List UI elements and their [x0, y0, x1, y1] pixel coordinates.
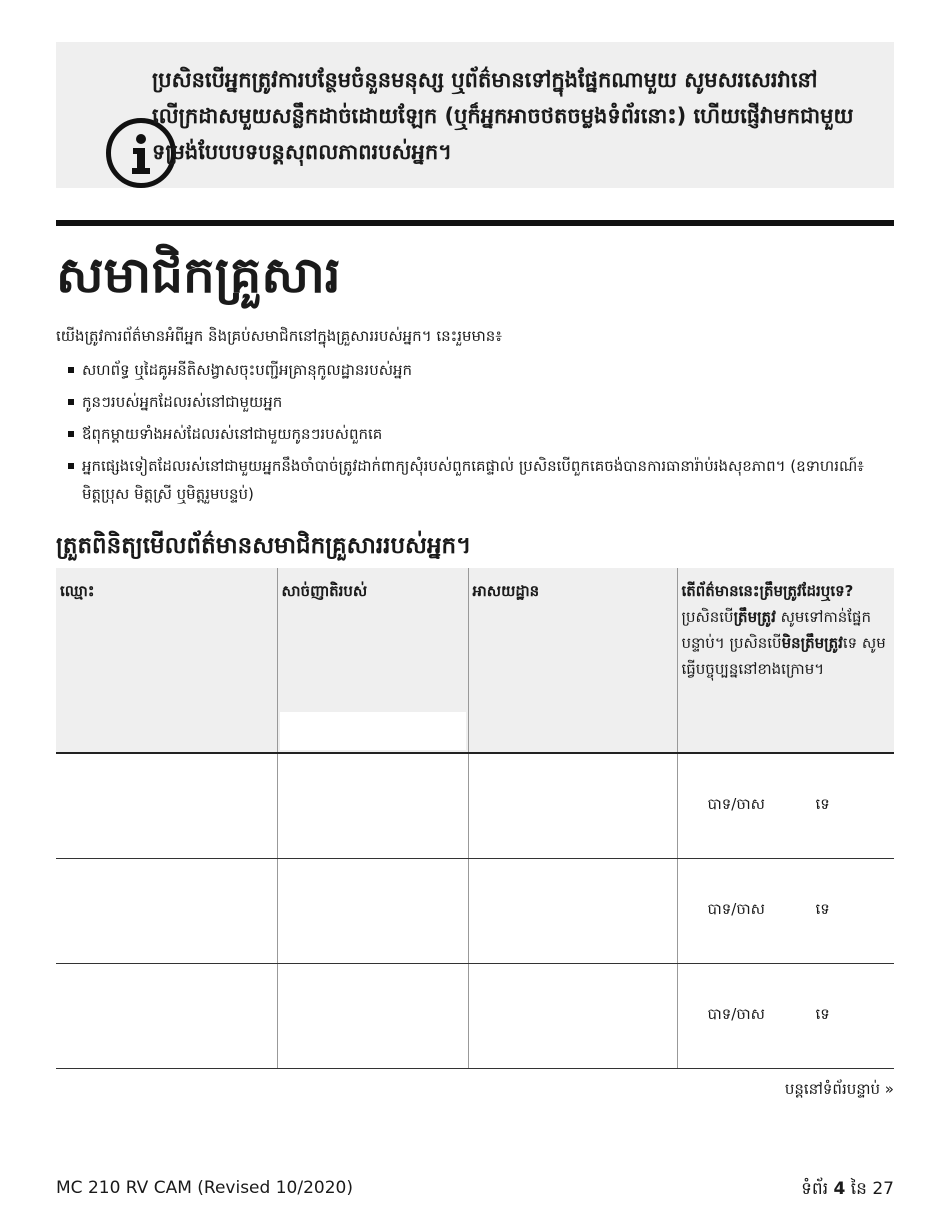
- no-option[interactable]: ទេ: [815, 1005, 830, 1023]
- list-item: សហព័ទ្ធ ឬដៃគូអនីតិសង្វាសចុះបញ្ជីអគ្រានុកូលដ្ឋានរបស់អ្នក: [68, 356, 868, 384]
- name-cell[interactable]: [56, 753, 277, 859]
- correct-text: ទេ សូមធ្វើបច្ចុប្បន្ននៅខាងក្រោម។: [681, 634, 886, 678]
- list-item: អ្នកផ្សេងទៀតដែលរស់នៅជាមួយអ្នកនឹងចាំបាច់ត្រូវដាក់ពាក្យសុំរបស់ពួកគេផ្ទាល់ ប្រសិនបើពួកគេចង់បានការធានារ៉ាប់រងសុខភាព។ (ឧទាហរណ៍៖ មិត្តប្រុស មិត្តស្រី ឬមិត្តរួមបន្ទប់): [68, 452, 868, 508]
- incorrect-bold: មិនត្រឹមត្រូវ: [781, 634, 843, 652]
- correct-bold: ត្រឹមត្រូវ: [733, 608, 776, 626]
- correct-text: សូមទៅកាន់ផ្នែកបន្ទាប់។ ប្រសិនបើ: [681, 608, 872, 652]
- header-correct: [677, 568, 894, 753]
- header-address: អាសយដ្ឋាន: [468, 568, 677, 753]
- no-option[interactable]: ទេ: [815, 795, 830, 813]
- header-name: ឈ្មោះ: [56, 568, 277, 753]
- relationship-cell[interactable]: [277, 964, 468, 1069]
- page-number: [801, 1178, 894, 1203]
- address-cell[interactable]: [468, 964, 677, 1069]
- page-total: 27: [872, 1179, 894, 1199]
- relationship-blank-field[interactable]: [280, 712, 466, 750]
- form-id: MC 210 RV CAM (Revised 10/2020): [56, 1178, 353, 1198]
- yes-option[interactable]: បាទ/ចាស: [707, 900, 765, 918]
- address-cell[interactable]: [468, 859, 677, 964]
- bullet-list: [68, 356, 868, 512]
- correct-cell: [677, 859, 894, 964]
- correct-question: តើព័ត៌មាននេះត្រឹមត្រូវដែរឬទេ?: [681, 582, 854, 600]
- section-divider: [56, 220, 894, 226]
- yes-option[interactable]: បាទ/ចាស: [707, 795, 765, 813]
- no-option[interactable]: ទេ: [815, 900, 830, 918]
- name-cell[interactable]: [56, 859, 277, 964]
- relationship-cell[interactable]: [277, 859, 468, 964]
- table-row: [56, 964, 894, 1069]
- notice-box: [56, 42, 894, 188]
- household-table: [56, 568, 894, 1069]
- table-row: [56, 859, 894, 964]
- correct-text: ប្រសិនបើ: [681, 608, 734, 626]
- list-item: កូនៗរបស់អ្នកដែលរស់នៅជាមួយអ្នក: [68, 388, 868, 416]
- notice-text: ប្រសិនបើអ្នកត្រូវការបន្ថែមចំនួនមនុស្ស ឬព័ត៌មានទៅក្នុងផ្នែកណាមួយ សូមសរសេរវានៅលើក្រដាសមួយសន្លឹកដាច់ដោយឡែក (ឬក៏អ្នកអាចថតចម្លងទំព័រនោះ) ហើយផ្ញើវាមកជាមួយទម្រង់បែបបទបន្តសុពលភាពរបស់អ្នក។: [152, 68, 854, 164]
- continue-note: បន្តនៅទំព័របន្ទាប់ »: [784, 1080, 894, 1098]
- table-row: [56, 753, 894, 859]
- name-cell[interactable]: [56, 964, 277, 1069]
- yes-option[interactable]: បាទ/ចាស: [707, 1005, 765, 1023]
- page-current: 4: [833, 1179, 846, 1199]
- correct-cell: [677, 753, 894, 859]
- table-header-row: [56, 568, 894, 753]
- page-mid: នៃ: [845, 1179, 873, 1199]
- section-heading: ត្រួតពិនិត្យមើលព័ត៌មានសមាជិកគ្រួសាររបស់អ្នក។: [56, 533, 472, 559]
- page-title: សមាជិកគ្រួសារ: [56, 246, 341, 304]
- intro-text: យើងត្រូវការព័ត៌មានអំពីអ្នក និងគ្រប់សមាជិកនៅក្នុងគ្រួសាររបស់អ្នក។ នេះរួមមាន៖: [56, 327, 502, 345]
- relationship-cell[interactable]: [277, 753, 468, 859]
- correct-cell: [677, 964, 894, 1069]
- page-prefix: ទំព័រ: [801, 1179, 834, 1199]
- header-relationship-label: សាច់ញាតិរបស់: [281, 582, 368, 600]
- header-relationship: [277, 568, 468, 753]
- list-item: ឪពុកម្ដាយទាំងអស់ដែលរស់នៅជាមួយកូនៗរបស់ពួកគេ: [68, 420, 868, 448]
- address-cell[interactable]: [468, 753, 677, 859]
